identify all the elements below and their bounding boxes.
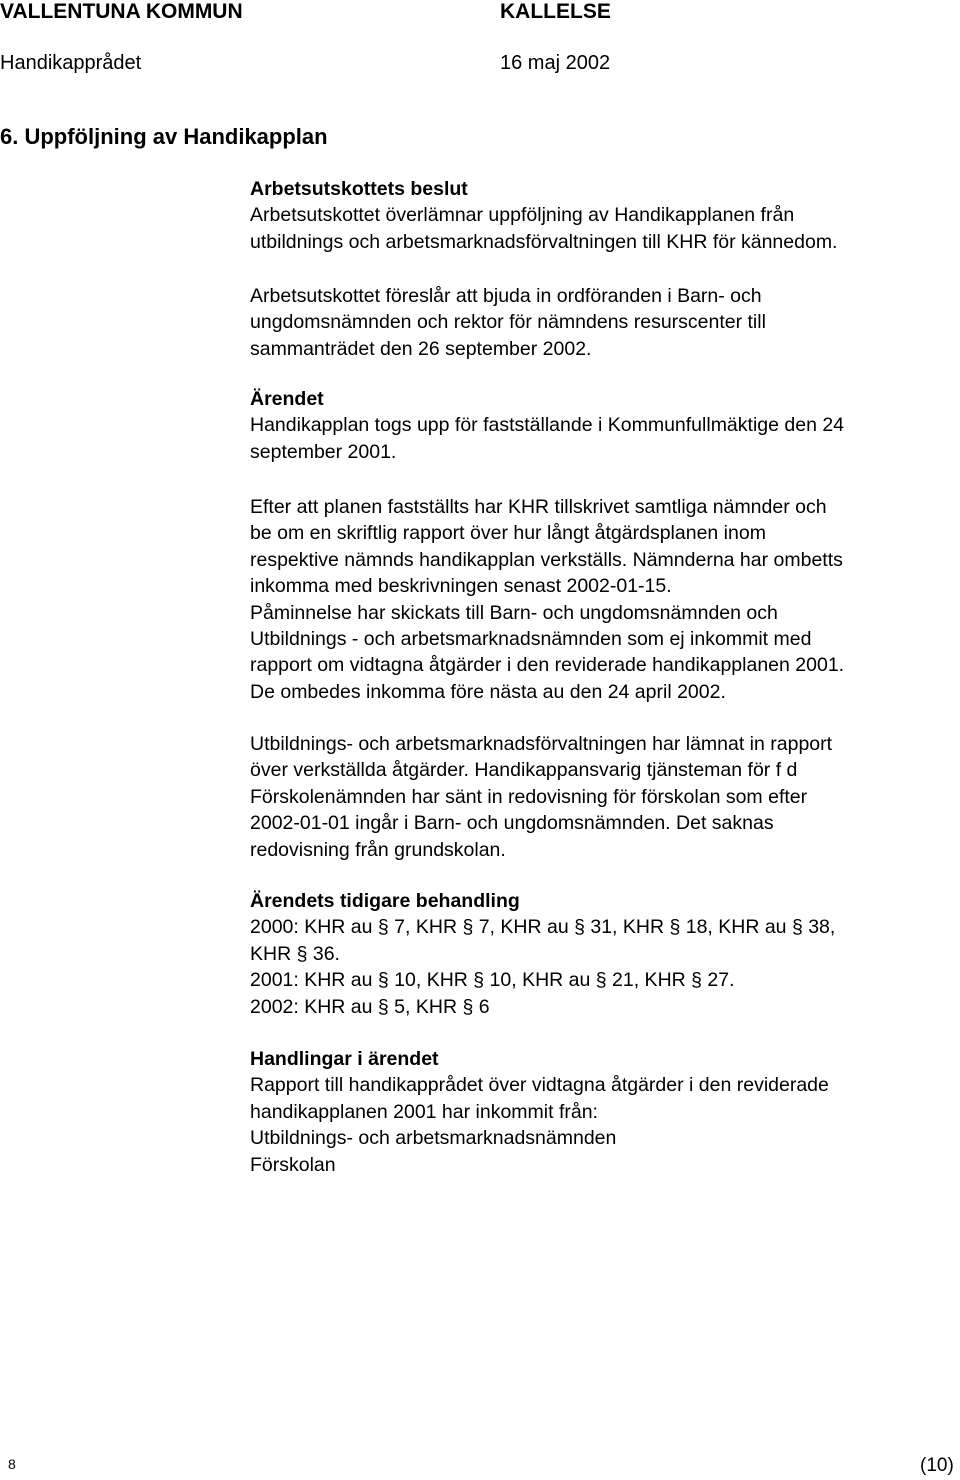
text-line: Utbildnings - och arbetsmarknadsnämnden som ej inkommit med	[250, 628, 812, 651]
handlingar-section	[250, 1046, 955, 1178]
text-line: KHR § 36.	[250, 942, 340, 965]
text-line: 2001: KHR au § 10, KHR § 10, KHR au § 21, KHR § 27.	[250, 969, 735, 992]
text-line: september 2001.	[250, 440, 397, 463]
text-line: över verkställda åtgärder. Handikappansvarig tjänsteman för f d	[250, 759, 798, 782]
text-line: Efter att planen fastställts har KHR tillskrivet samtliga nämnder och	[250, 496, 827, 518]
beslut-paragraph-2	[250, 283, 955, 362]
arendet-section	[250, 386, 955, 465]
text-line: utbildnings och arbetsmarknadsförvaltningen till KHR för kännedom.	[250, 230, 838, 253]
text-line: inkomma med beskrivningen senast 2002-01-15.	[250, 575, 672, 598]
arendet-heading: Ärendet	[250, 388, 324, 410]
text-line: 2000: KHR au § 7, KHR § 7, KHR au § 31, KHR § 18, KHR au § 38,	[250, 916, 836, 939]
header-doctype: KALLELSE	[500, 0, 611, 23]
text-line: respektive nämnds handikapplan verkställs. Nämnderna har ombetts	[250, 548, 843, 571]
header-date: 16 maj 2002	[500, 52, 611, 74]
header-org: VALLENTUNA KOMMUN	[0, 0, 243, 23]
text-line: Utbildnings- och arbetsmarknadsnämnden	[250, 1127, 617, 1150]
text-line: Arbetsutskottet föreslår att bjuda in ordföranden i Barn- och	[250, 285, 762, 307]
arendet-paragraph-2	[250, 494, 955, 705]
handlingar-heading: Handlingar i ärendet	[250, 1048, 439, 1070]
tidigare-section	[250, 888, 955, 1020]
page-number: 8	[8, 1456, 16, 1472]
text-line: 2002-01-01 ingår i Barn- och ungdomsnämnden. Det saknas	[250, 812, 774, 835]
text-line: Påminnelse har skickats till Barn- och ungdomsnämnden och	[250, 601, 778, 624]
beslut-paragraph-1	[250, 202, 955, 255]
beslut-heading: Arbetsutskottets beslut	[250, 178, 468, 200]
page-total: (10)	[920, 1455, 954, 1476]
text-line: 2002: KHR au § 5, KHR § 6	[250, 995, 490, 1018]
text-line: Förskolan	[250, 1153, 336, 1176]
header-body: Handikapprådet	[0, 52, 142, 74]
beslut-section	[250, 176, 955, 255]
text-line: Förskolenämnden har sänt in redovisning för förskolan som efter	[250, 785, 808, 808]
text-line: Rapport till handikapprådet över vidtagna åtgärder i den reviderade	[250, 1074, 829, 1097]
arendet-paragraph-3	[250, 731, 955, 863]
text-line: be om en skriftlig rapport över hur långt åtgärdsplanen inom	[250, 522, 766, 545]
text-line: redovisning från grundskolan.	[250, 838, 506, 861]
text-line: handikapplanen 2001 har inkommit från:	[250, 1100, 598, 1123]
text-line: Utbildnings- och arbetsmarknadsförvaltningen har lämnat in rapport	[250, 733, 833, 755]
text-line: De ombedes inkomma före nästa au den 24 april 2002.	[250, 680, 726, 703]
text-line: sammanträdet den 26 september 2002.	[250, 337, 592, 360]
tidigare-heading: Ärendets tidigare behandling	[250, 890, 520, 912]
text-line: Arbetsutskottet överlämnar uppföljning av Handikapplanen från	[250, 204, 795, 227]
text-line: ungdomsnämnden och rektor för nämndens resurscenter till	[250, 311, 766, 334]
text-line: Handikapplan togs upp för fastställande i Kommunfullmäktige den 24	[250, 414, 845, 437]
section-title: 6. Uppföljning av Handikapplan	[0, 124, 328, 149]
text-line: rapport om vidtagna åtgärder i den reviderade handikapplanen 2001.	[250, 654, 845, 677]
